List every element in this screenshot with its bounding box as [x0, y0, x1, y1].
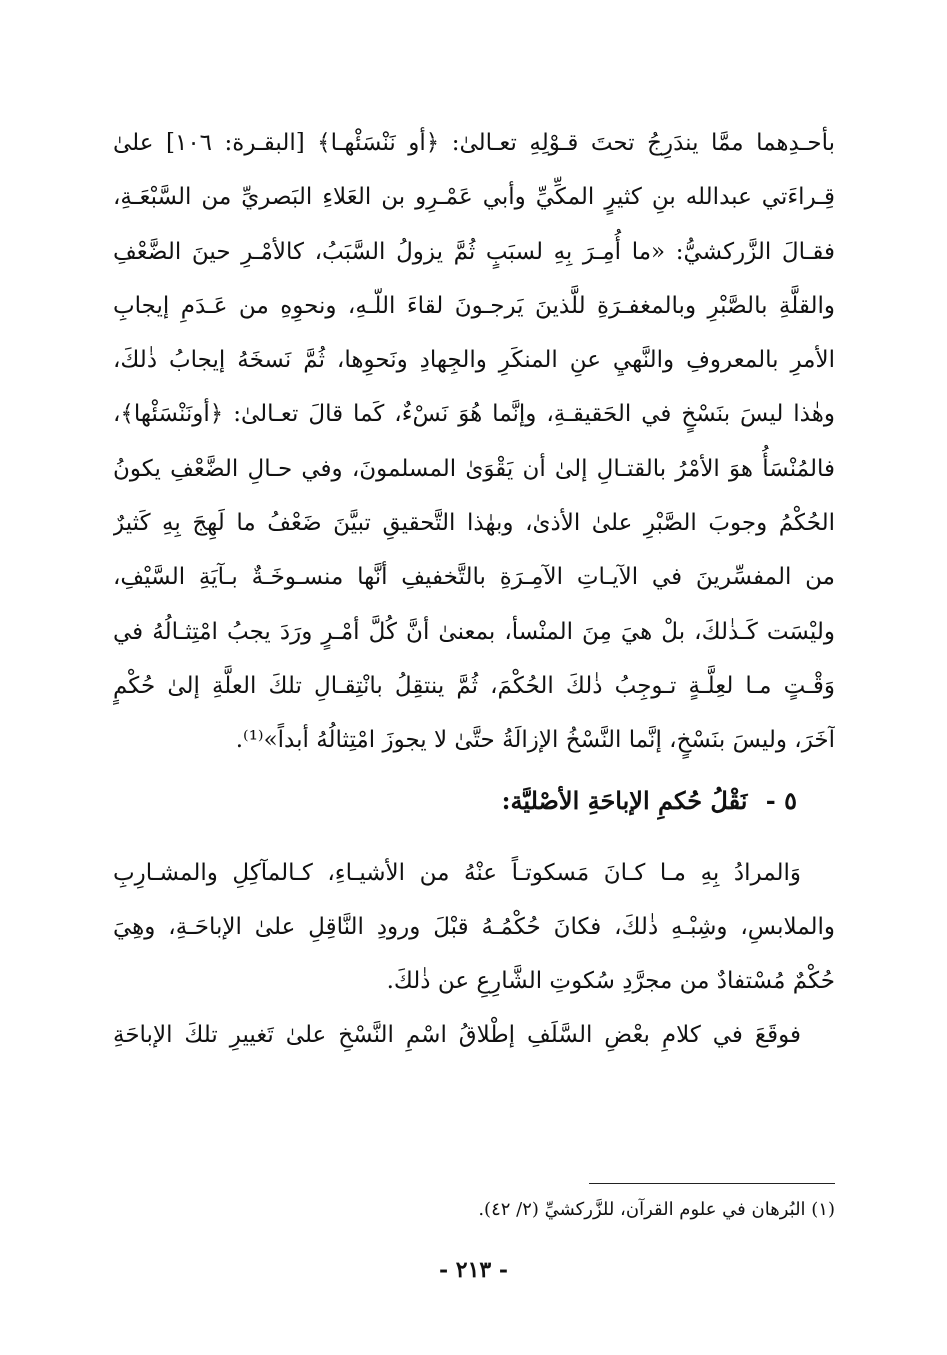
footnote-divider: [589, 1183, 835, 1184]
text-line-11: وَقْـتٍ مـا لعِلَّـةٍ تـوجِبُ ذٰلكَ الحُكْمَ، ثُمَّ ينتقِلُ بانْتِقـالِ تلكَ العلَّةِ إلىٰ حُكْمٍ: [113, 672, 835, 699]
text-line-6: وهٰذا ليسَ بنَسْخٍ في الحَقيقـةِ، وإنَّما هُوَ نَسْءٌ، كَما قالَ تعـالىٰ: ﴿أونَنْسَئْها﴾،: [113, 401, 835, 428]
text-line-4: والقلَّةِ بالصَّبْرِ وبالمغفـرَةِ للَّذينَ يَرجـونَ لقاءَ اللّـهِ، ونحوِهِ من عَـدَمِ إيجابِ: [113, 292, 835, 319]
page-number: - ٢١٣ -: [438, 1257, 509, 1283]
main-text: [113, 116, 835, 1063]
section-heading: [113, 768, 835, 834]
footnote: (١) البُرهان في علوم القرآن، للزَّركشيِّ (٢/ ٤٢).: [478, 1199, 835, 1220]
paragraph-2-line-3: حُكْمٌ مُسْتفادٌ من مجرَّدِ سُكوتِ الشَّارِعِ عن ذٰلكَ.: [386, 968, 835, 995]
text-line-12: آخَرَ، وليسَ بنَسْخٍ، إنَّما النَّسْخُ الإزالَةُ حتَّىٰ لا يجوزَ امْتِثالُهُ أبداً»⁽¹⁾.: [235, 727, 835, 754]
text-line-5: الأمرِ بالمعروفِ والنَّهيِ عنِ المنكَرِ والجِهادِ ونَحوِها، ثُمَّ نَسخَهُ إيجابُ ذٰلكَ،: [113, 347, 835, 374]
section-title: نَقْلُ حُكمِ الإباحَةِ الأصْليَّة:: [501, 785, 748, 815]
section-number: ٥ -: [765, 785, 797, 815]
text-line-2: قِـراءَتي عبدالله بنِ كثيرٍ المكِّيِّ وأبي عَمْـرِو بن العَلاءِ البَصريِّ من السَّبْعَـةِ،: [113, 184, 835, 211]
spacer: [113, 834, 835, 846]
text-line-10: وليْسَت كَـذٰلكَ، بلْ هيَ مِنَ المنْسأ، بمعنىٰ أنَّ كُلَّ أمْـرٍ ورَدَ يجبُ امْتِثـالُهُ في: [113, 618, 835, 645]
paragraph-2-line-2: والملابسِ، وشِبْـهِ ذٰلكَ، فكانَ حُكْمُـهُ قبْلَ ورودِ النَّاقِلِ علىٰ الإباحَـةِ، وهِيَ: [113, 913, 835, 940]
text-line-8: الحُكْمُ وجوبَ الصَّبْرِ علىٰ الأذىٰ، وبهٰذا التَّحقيقِ تبيَّنَ ضَعْفُ ما لَهِجَ بِهِ كَثيرٌ: [113, 510, 835, 537]
text-line-1: بأحـدِهما ممَّا يندَرِجُ تحتَ قـوْلِهِ تعـالىٰ: ﴿أو نَنْسَئْهـا﴾ [البقـرة: ١٠٦] علىٰ: [113, 130, 835, 156]
paragraph-3-line-1: فوقَعَ في كلامِ بعْضِ السَّلَفِ إطْلاقُ اسْمِ النَّسْخِ علىٰ تَغييرِ تلكَ الإباحَةِ: [113, 1022, 801, 1049]
paragraph-2-line-1: وَالمرادُ بِهِ مـا كـانَ مَسكوتـاً عنْهُ من الأشيـاءِ، كـالمآكِلِ والمشـارِبِ: [113, 859, 801, 886]
text-line-3: فقـالَ الزَّركشيُّ: «ما أُمِـرَ بِهِ لسبَبٍ ثُمَّ يزولُ السَّبَبُ، كالأمْـرِ حينَ الضَّعْفِ: [113, 238, 835, 265]
text-line-7: فالمُنْسَأُ هوَ الأمْرُ بالقتـالِ إلىٰ أن يَقْوَىٰ المسلمونَ، وفي حـالِ الضَّعْفِ يكونُ: [113, 455, 835, 482]
text-line-9: من المفسِّرينَ في الآيـاتِ الآمِـرَةِ بالتَّخفيفِ أنَّها منسـوخَـةٌ بـآيَةِ السَّيْفِ،: [113, 564, 835, 591]
